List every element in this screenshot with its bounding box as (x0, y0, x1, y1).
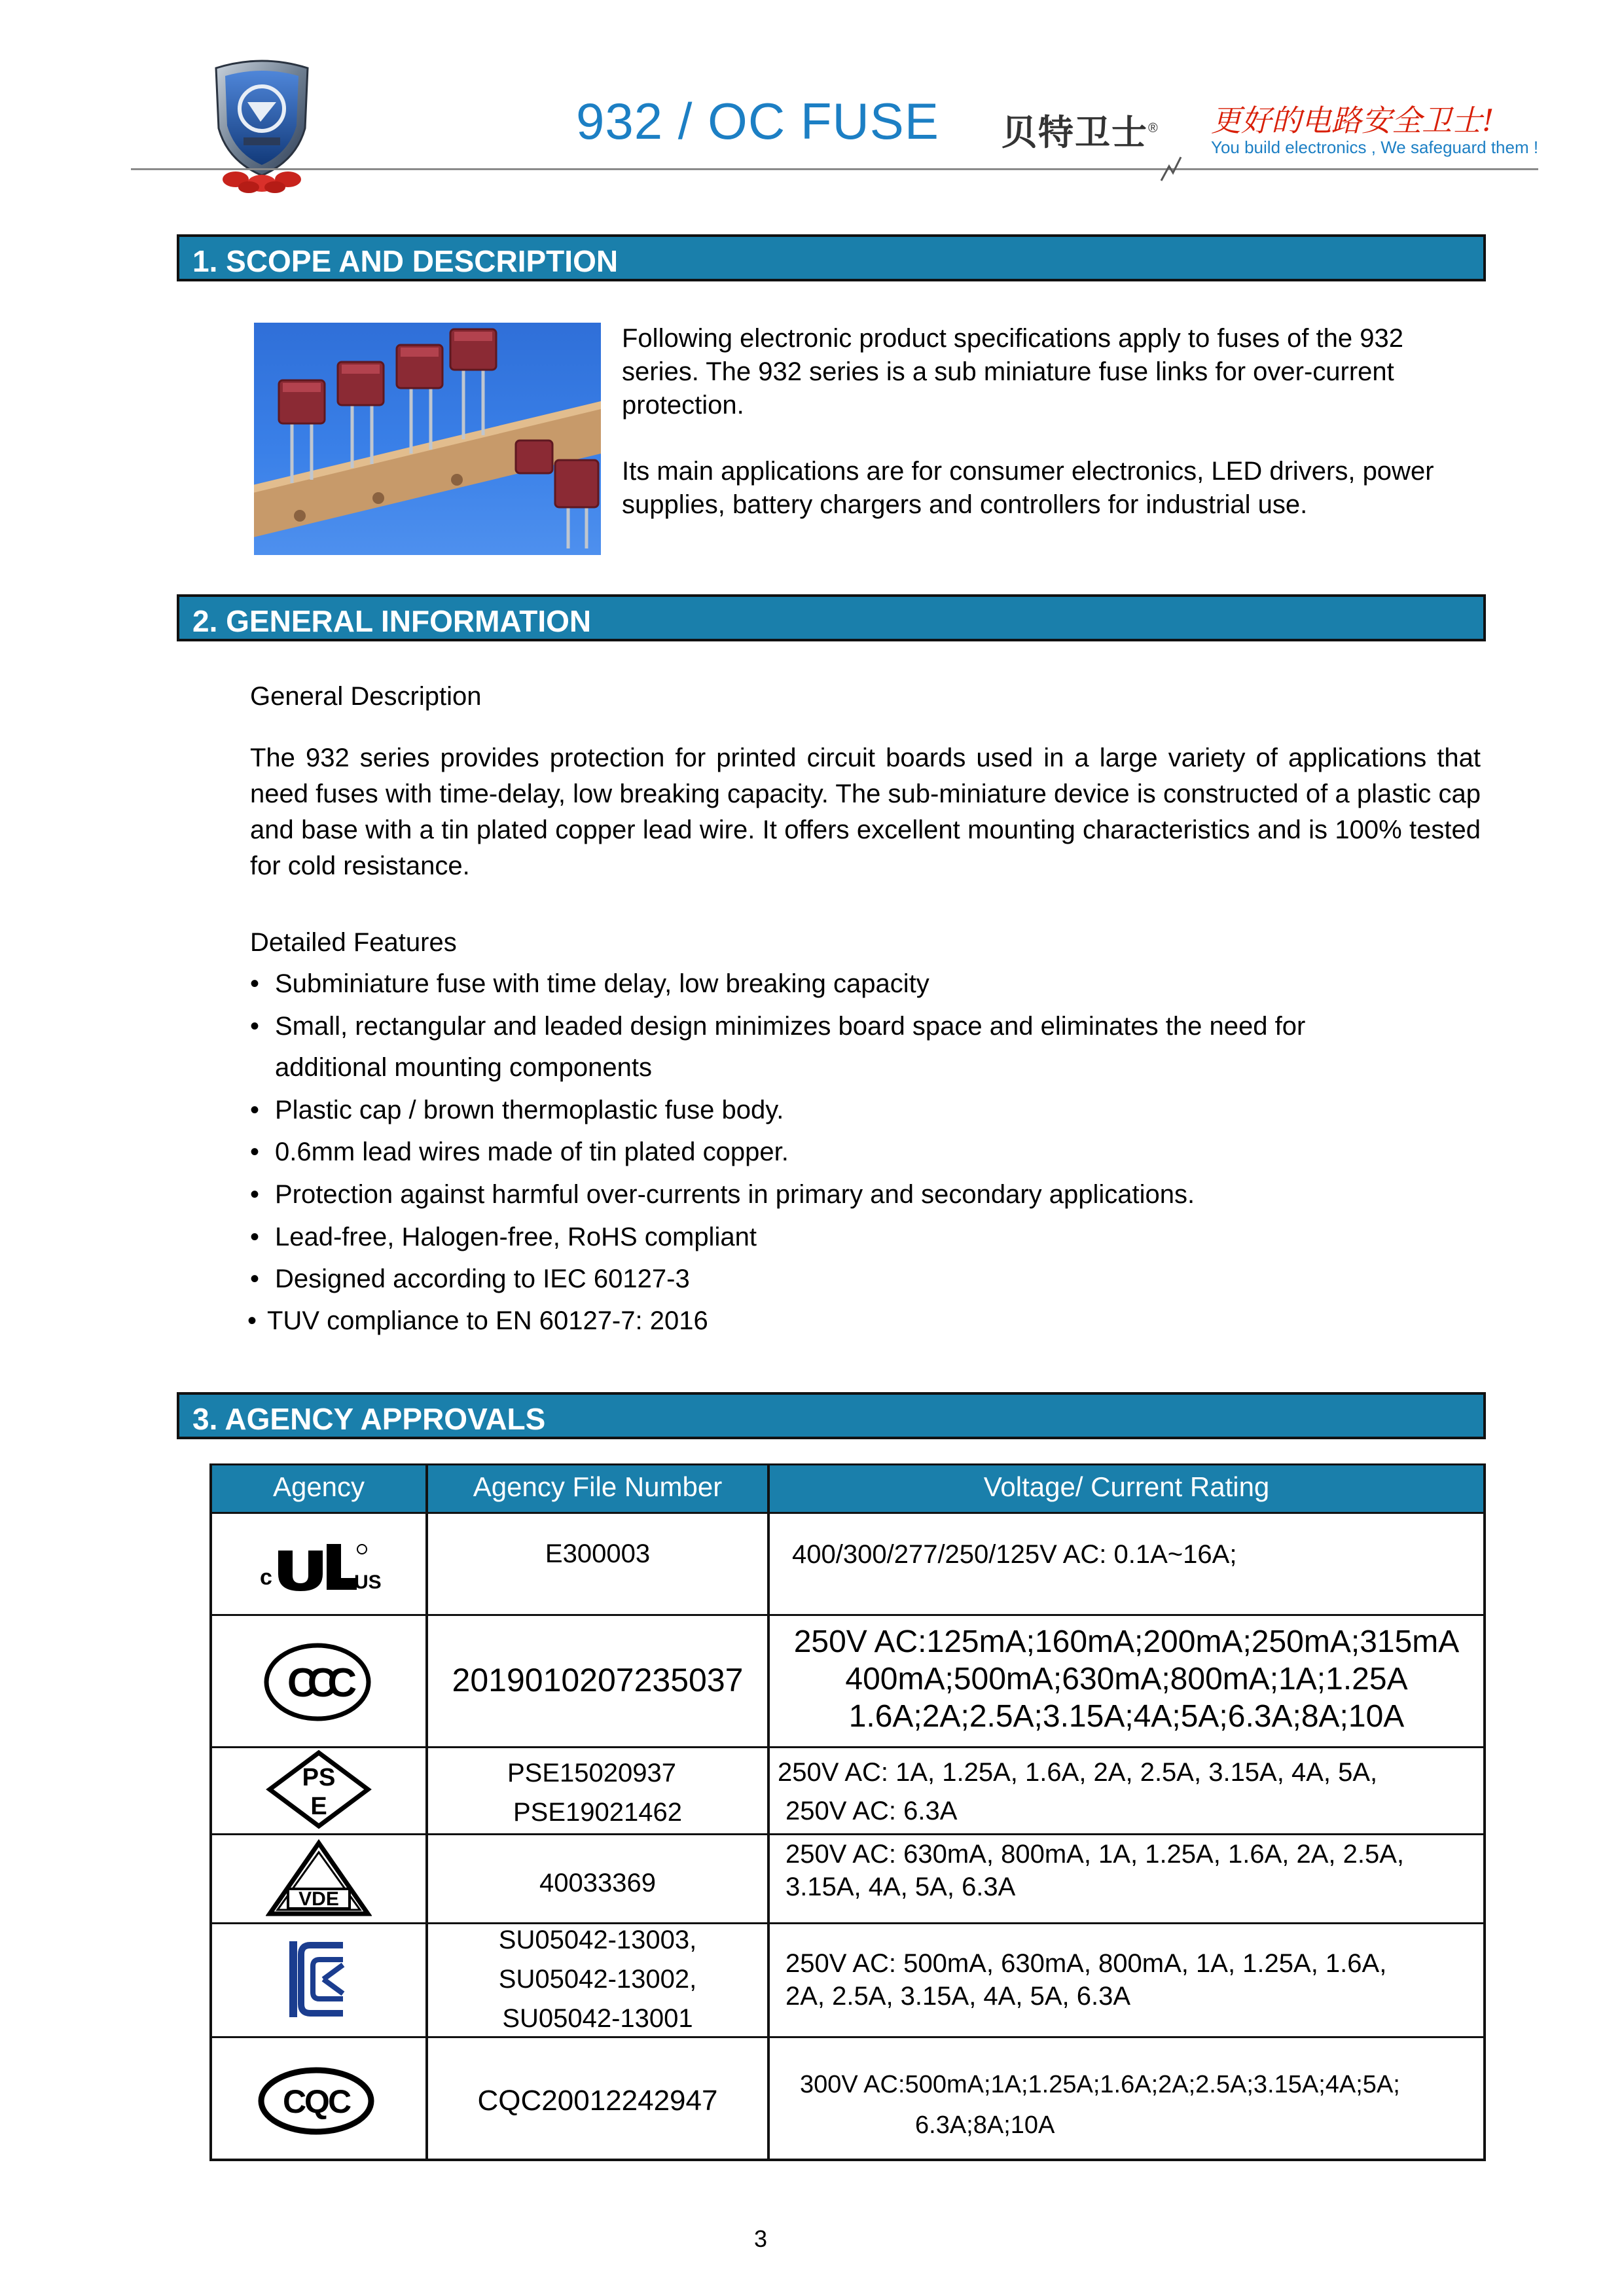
bullet-icon: • (250, 1180, 260, 1209)
section-title: 3. AGENCY APPROVALS (192, 1402, 546, 1436)
svg-text:US: US (354, 1571, 382, 1592)
scope-paragraph-1: Following electronic product specifications apply to fuses of the 932 series. The 932 series is a sub miniature fuse links for over-current protection. (622, 324, 1404, 420)
rating-cqc-line-1: 300V AC:500mA;1A;1.25A;1.6A;2A;2.5A;3.15A;4A;5A; (800, 2071, 1400, 2098)
bullet-icon: • (250, 1096, 260, 1124)
svg-text:CQC: CQC (282, 2083, 350, 2120)
feature-text: 0.6mm lead wires made of tin plated copper. (275, 1138, 789, 1166)
file-number-kc-2: SU05042-13002, (498, 1965, 697, 1994)
ccc-logo (263, 1641, 372, 1726)
file-number-cqc: CQC20012242947 (477, 2085, 718, 2117)
svg-text:c: c (260, 1565, 272, 1590)
detailed-features-label: Detailed Features (250, 928, 457, 957)
brand-name-text: 贝特卫士 (1001, 113, 1148, 152)
cqc-logo (258, 2067, 374, 2138)
brand-name (1001, 105, 1159, 155)
table-border-top (209, 1463, 1486, 1465)
feature-text: Subminiature fuse with time delay, low breaking capacity (275, 969, 929, 998)
svg-text:PS: PS (302, 1764, 336, 1791)
bullet-icon: • (250, 1012, 260, 1041)
file-number-kc-1: SU05042-13003, (498, 1926, 697, 1954)
header-rule-spark (1159, 154, 1185, 187)
rating-pse-line-1: 250V AC: 1A, 1.25A, 1.6A, 2A, 2.5A, 3.15A, 4A, 5A, (778, 1758, 1378, 1787)
feature-text: TUV compliance to EN 60127-7: 2016 (267, 1306, 708, 1335)
page-title: 932 / OC FUSE (576, 92, 939, 150)
header-agency: Agency (272, 1471, 365, 1502)
feature-text: Lead-free, Halogen-free, RoHS compliant (275, 1223, 757, 1251)
section-title: 2. GENERAL INFORMATION (192, 604, 592, 638)
page-number: 3 (754, 2225, 768, 2252)
feature-text: additional mounting components (275, 1053, 652, 1082)
svg-text:CCC: CCC (287, 1660, 348, 1706)
bullet-icon: • (250, 1138, 260, 1166)
table-row-divider (209, 1512, 1486, 1514)
company-logo (209, 56, 314, 194)
bullet-icon: • (250, 1223, 260, 1251)
table-row-divider (209, 1833, 1486, 1835)
file-number-pse-2: PSE19021462 (513, 1798, 682, 1827)
file-number-pse-1: PSE15020937 (507, 1759, 676, 1787)
feature-text: Designed according to IEC 60127-3 (275, 1265, 690, 1293)
svg-text:VDE: VDE (298, 1888, 339, 1910)
brand-slogan-en: You build electronics , We safeguard them ! (1211, 137, 1539, 157)
vde-logo (266, 1838, 372, 1922)
pse-logo (263, 1749, 374, 1833)
table-border-left (209, 1463, 212, 2161)
registered-mark: ® (1148, 121, 1159, 135)
rating-ccc-line-3: 1.6A;2A;2.5A;3.15A;4A;5A;6.3A;8A;10A (848, 1699, 1405, 1734)
table-row-divider (209, 2036, 1486, 2038)
general-description-body: The 932 series provides protection for printed circuit boards used in a large variety of applications that need fuses with time-delay, low breaking capacity. The sub-miniature device is constructed of a plastic cap and base with a tin plated copper lead wire. It offers excellent mounting characteristics and is 100% tested for cold resistance. (250, 744, 1481, 880)
file-number-ccc: 2019010207235037 (452, 1662, 744, 1698)
header-rating: Voltage/ Current Rating (983, 1471, 1270, 1502)
bullet-icon: • (250, 969, 260, 998)
scope-paragraph-2: Its main applications are for consumer electronics, LED drivers, power supplies, battery chargers and controllers for industrial use. (622, 457, 1434, 519)
table-border-right (1483, 1463, 1486, 2161)
feature-text: Protection against harmful over-currents in primary and secondary applications. (275, 1180, 1195, 1209)
table-col-divider (767, 1463, 770, 2161)
table-border-bottom (209, 2159, 1486, 2161)
svg-text:E: E (310, 1793, 327, 1820)
header-rule (131, 168, 1538, 170)
rating-pse-line-2: 250V AC: 6.3A (785, 1797, 958, 1825)
rating-kc-line-1: 250V AC: 500mA, 630mA, 800mA, 1A, 1.25A, 1.6A, (785, 1949, 1387, 1978)
rating-ccc-line-2: 400mA;500mA;630mA;800mA;1A;1.25A (845, 1662, 1408, 1696)
rating-ul: 400/300/277/250/125V AC: 0.1A~16A; (792, 1540, 1237, 1569)
table-row-divider (209, 1614, 1486, 1616)
file-number-ul: E300003 (545, 1539, 651, 1568)
section-bar-agency (177, 1392, 1486, 1439)
section-title: 1. SCOPE AND DESCRIPTION (192, 244, 619, 278)
rating-ccc-line-1: 250V AC:125mA;160mA;200mA;250mA;315mA (793, 1624, 1460, 1659)
section-bar-scope (177, 234, 1486, 281)
header-file-number: Agency File Number (473, 1471, 723, 1502)
rating-kc-line-2: 2A, 2.5A, 3.15A, 4A, 5A, 6.3A (785, 1982, 1131, 2011)
feature-text: Plastic cap / brown thermoplastic fuse body. (275, 1096, 784, 1124)
table-row-divider (209, 1922, 1486, 1924)
file-number-kc-3: SU05042-13001 (502, 2004, 693, 2033)
rating-cqc-line-2: 6.3A;8A;10A (915, 2111, 1055, 2139)
ul-listed-logo (259, 1541, 383, 1596)
feature-text: Small, rectangular and leaded design minimizes board space and eliminates the need for (275, 1012, 1306, 1041)
brand-slogan-cn: 更好的电路安全卫士! (1211, 103, 1494, 138)
bullet-icon: • (247, 1306, 257, 1335)
kc-logo (287, 1939, 347, 2023)
bullet-icon: • (250, 1265, 260, 1293)
general-description-label: General Description (250, 682, 482, 711)
rating-vde-line-1: 250V AC: 630mA, 800mA, 1A, 1.25A, 1.6A, 2A, 2.5A, (785, 1840, 1405, 1869)
table-row-divider (209, 1746, 1486, 1748)
file-number-vde: 40033369 (539, 1869, 656, 1897)
rating-vde-line-2: 3.15A, 4A, 5A, 6.3A (785, 1873, 1016, 1901)
fuse-product-photo (254, 323, 601, 555)
section-bar-general (177, 594, 1486, 641)
